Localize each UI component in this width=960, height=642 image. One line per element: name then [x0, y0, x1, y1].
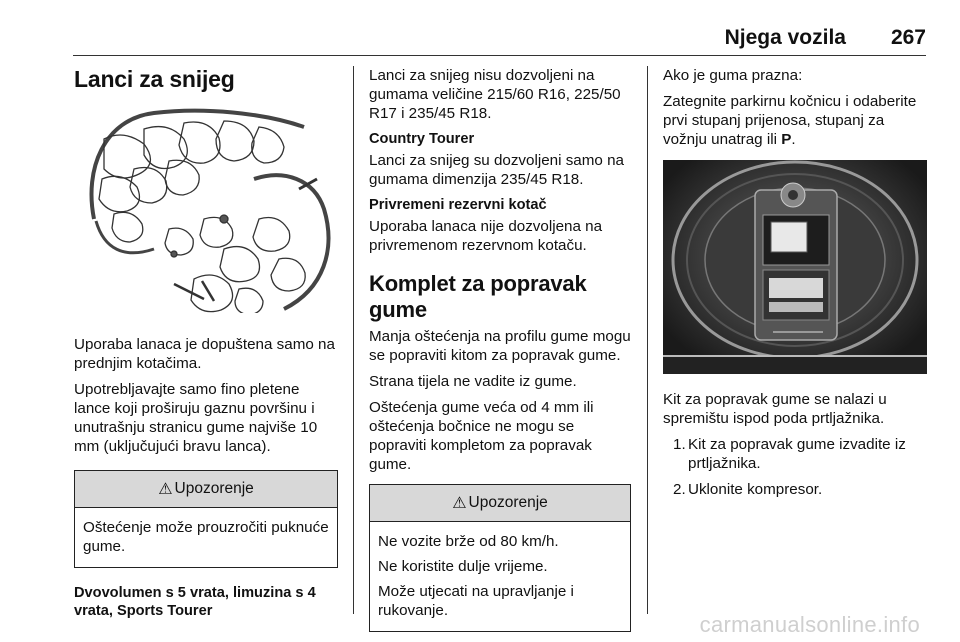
warning-line: Ne koristite dulje vrijeme.	[378, 558, 548, 575]
column-3	[663, 66, 927, 506]
paragraph: Upotrebljavajte samo fino pletene lance koji proširuju gaznu površinu i unutrašnju stranicu gume najviše 10 mm (uključujući bravu lanca).	[74, 381, 318, 455]
subheading-country-tourer: Country Tourer	[369, 131, 475, 147]
text-span: .	[791, 131, 796, 148]
gear-p-label: P	[781, 131, 792, 148]
heading-snow-chains: Lanci za snijeg	[74, 66, 235, 92]
section-title: Njega vozila	[724, 26, 846, 49]
warning-line: Ne vozite brže od 80 km/h.	[378, 533, 559, 550]
warning-header	[370, 485, 630, 522]
repair-kit-icon	[663, 160, 927, 374]
warning-line: Može utjecati na upravljanje i rukovanje.	[378, 583, 574, 619]
paragraph: Uporaba lanaca nije dozvoljena na privremenom rezervnom kotaču.	[369, 218, 603, 254]
warning-icon: ⚠	[452, 495, 467, 512]
step-text: Uklonite kompresor.	[688, 481, 823, 498]
paragraph	[663, 92, 927, 149]
warning-title: Upozorenje	[468, 494, 548, 511]
warning-body	[370, 522, 630, 631]
subheading-spare-wheel: Privremeni rezervni kotač	[369, 197, 547, 213]
warning-box	[369, 484, 631, 632]
header-rule	[73, 55, 926, 56]
warning-icon: ⚠	[158, 481, 173, 498]
step-text: Kit za popravak gume izvadite iz prtljažnika.	[688, 436, 906, 472]
column-divider-2	[647, 66, 648, 614]
paragraph: Lanci za snijeg nisu dozvoljeni na gumama veličine 215/60 R16, 225/50 R17 i 235/45 R18.	[369, 67, 621, 122]
page-header	[73, 24, 926, 54]
step-number: 1.	[673, 436, 686, 453]
steps-list	[663, 435, 927, 499]
column-divider-1	[353, 66, 354, 614]
text-span: Zategnite parkirnu kočnicu i odaberite prvi stupanj prijenosa, stupanj za vožnju unatrag ili	[663, 93, 917, 148]
heading-tyre-repair-kit: Komplet za popravak gume	[369, 271, 587, 322]
step-number: 2.	[673, 481, 686, 498]
paragraph: Manja oštećenja na profilu gume mogu se popraviti kitom za popravak gume.	[369, 328, 631, 364]
paragraph: Oštećenja gume veća od 4 mm ili oštećenja bočnice ne mogu se popraviti kompletom za popravak gume.	[369, 399, 594, 473]
tyre-repair-kit-photo	[663, 160, 927, 374]
warning-header	[75, 471, 337, 508]
paragraph: Lanci za snijeg su dozvoljeni samo na gumama dimenzija 235/45 R18.	[369, 152, 624, 188]
column-1	[74, 66, 338, 623]
column-2	[369, 66, 631, 642]
warning-box	[74, 470, 338, 568]
warning-text: Oštećenje može prouzročiti puknuće gume.	[83, 519, 329, 555]
paragraph: Strana tijela ne vadite iz gume.	[369, 373, 577, 390]
page-number: 267	[890, 26, 926, 49]
paragraph: Ako je guma prazna:	[663, 67, 803, 84]
warning-body	[75, 508, 337, 567]
paragraph: Uporaba lanaca je dopuštena samo na prednjim kotačima.	[74, 336, 335, 372]
list-item	[663, 435, 927, 473]
subheading: Dvovolumen s 5 vrata, limuzina s 4 vrata, Sports Tourer	[74, 585, 316, 619]
snow-chains-illustration	[74, 99, 338, 313]
snow-chains-icon	[74, 99, 338, 313]
warning-title: Upozorenje	[174, 480, 254, 497]
list-item	[663, 480, 927, 499]
watermark: carmanualsonline.info	[699, 612, 920, 637]
paragraph: Kit za popravak gume se nalazi u spremištu ispod poda prtljažnika.	[663, 391, 887, 427]
